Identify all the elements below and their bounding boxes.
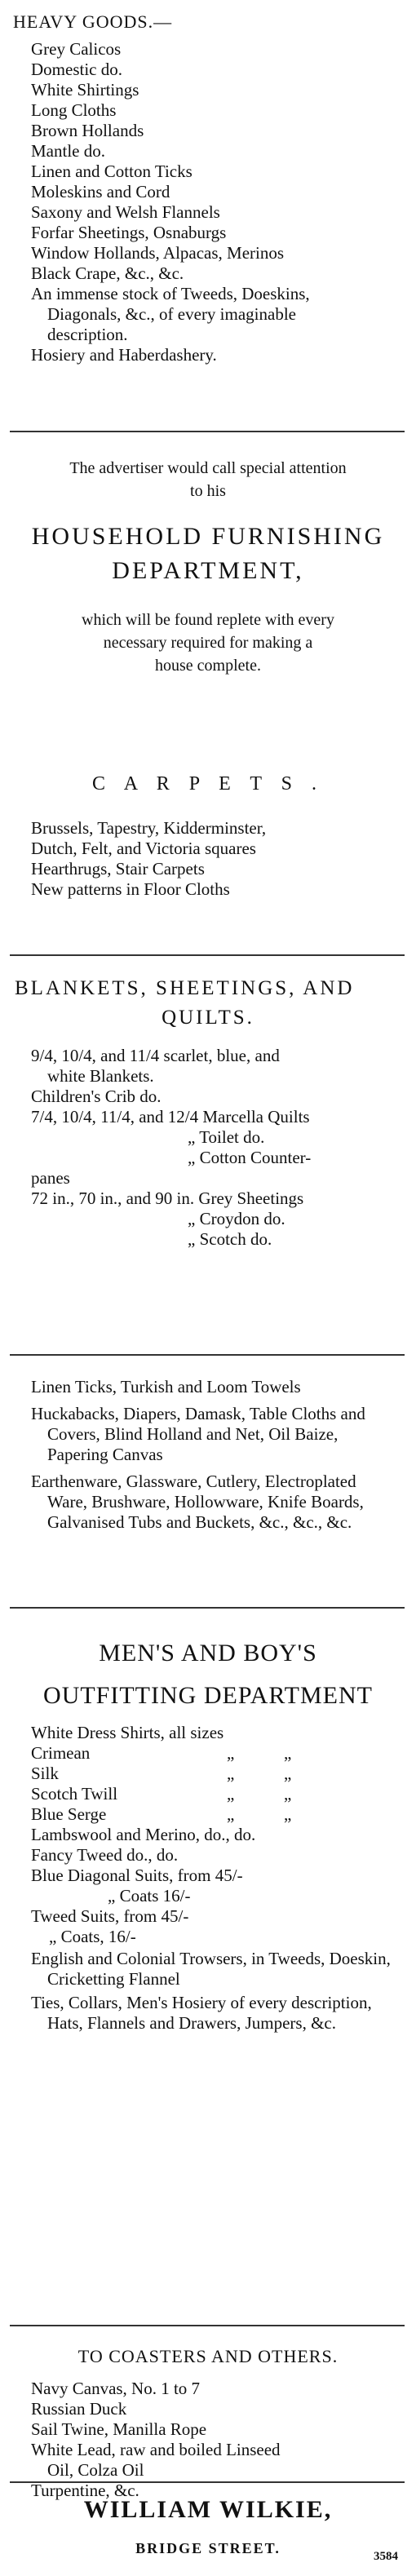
list-item: White Lead, raw and boiled Linseed — [31, 2440, 281, 2459]
list-item: Sail Twine, Manilla Rope — [31, 2419, 207, 2439]
heavy-goods-heading: HEAVY GOODS.— — [13, 11, 173, 32]
list-item: Russian Duck — [31, 2399, 127, 2419]
list-item: „ Coats 16/- — [108, 1886, 191, 1905]
list-item: „ Croydon do. — [188, 1209, 285, 1228]
list-item: Brussels, Tapestry, Kidderminster, — [31, 818, 267, 838]
outfitting-list — [0, 1723, 416, 1947]
blankets-section — [0, 977, 416, 1250]
list-item: Tweed Suits, from 45/- — [31, 1906, 189, 1926]
list-item: Navy Canvas, No. 1 to 7 — [31, 2379, 201, 2398]
heavy-goods-section — [0, 10, 416, 365]
ditto-mark: „ — [284, 1784, 292, 1804]
paragraph: English and Colonial Trowsers, in Tweeds, Doeskin, Cricketting Flannel — [31, 1949, 391, 1989]
ditto-mark: „ — [227, 1743, 235, 1763]
divider — [10, 1607, 405, 1609]
list-item: „ Scotch do. — [188, 1229, 272, 1249]
outfitting-title: MEN'S AND BOY'S — [99, 1640, 317, 1666]
outfitting-section — [0, 1640, 416, 2034]
footer — [0, 2496, 416, 2557]
list-item: Blue Diagonal Suits, from 45/- — [31, 1866, 243, 1885]
list-item: Diagonals, &c., of every imaginable — [47, 304, 296, 324]
linens-section — [0, 1377, 416, 1533]
ditto-label: Silk — [31, 1764, 59, 1783]
carpets-list — [0, 818, 416, 900]
list-item: Domestic do. — [31, 60, 122, 79]
ditto-row — [0, 1764, 416, 1784]
blankets-heading: BLANKETS, SHEETINGS, AND — [15, 977, 355, 999]
list-item: Mantle do. — [31, 141, 105, 161]
paragraph: Huckabacks, Diapers, Damask, Table Cloths and Covers, Blind Holland and Net, Oil Baize, Papering Canvas — [31, 1404, 365, 1464]
ditto-row — [0, 1804, 416, 1825]
ditto-label: Scotch Twill — [31, 1784, 118, 1804]
list-item: description. — [47, 325, 128, 344]
coasters-heading: TO COASTERS AND OTHERS. — [77, 2346, 339, 2366]
ditto-label: Crimean — [31, 1743, 91, 1763]
list-item: 72 in., 70 in., and 90 in. Grey Sheetings — [31, 1188, 304, 1208]
intro-text: The advertiser would call special attention — [69, 459, 347, 477]
ad-number: 3584 — [374, 2550, 398, 2563]
list-item: Oil, Colza Oil — [47, 2460, 144, 2480]
ditto-label: Blue Serge — [31, 1804, 107, 1824]
household-description: necessary required for making a — [103, 634, 313, 652]
divider — [10, 954, 405, 956]
household-description: house complete. — [155, 657, 261, 675]
ditto-row — [0, 1743, 416, 1764]
list-item: Forfar Sheetings, Osnaburgs — [31, 223, 227, 242]
carpets-section — [0, 773, 416, 900]
list-item: Window Hollands, Alpacas, Merinos — [31, 243, 285, 263]
list-item: White Shirtings — [31, 80, 139, 100]
list-item: White Dress Shirts, all sizes — [31, 1723, 224, 1742]
intro-text: to his — [190, 482, 226, 500]
list-item: Grey Calicos — [31, 39, 122, 59]
household-title: HOUSEHOLD FURNISHING — [31, 523, 385, 550]
list-item: 9/4, 10/4, and 11/4 scarlet, blue, and — [31, 1046, 280, 1065]
ditto-mark: „ — [284, 1764, 292, 1783]
list-item: Dutch, Felt, and Victoria squares — [31, 839, 256, 858]
list-item: Lambswool and Merino, do., do. — [31, 1825, 256, 1844]
list-item: Hearthrugs, Stair Carpets — [31, 859, 205, 879]
divider — [10, 1354, 405, 1356]
merchant-name: WILLIAM WILKIE, — [83, 2496, 333, 2523]
list-item: Fancy Tweed do., do. — [31, 1845, 179, 1865]
divider — [10, 2481, 405, 2483]
list-item: An immense stock of Tweeds, Doeskins, — [31, 284, 310, 303]
divider — [10, 431, 405, 432]
list-item: white Blankets. — [47, 1066, 154, 1086]
list-item: panes — [31, 1168, 70, 1188]
list-item: „ Cotton Counter- — [188, 1148, 312, 1167]
ditto-mark: „ — [227, 1804, 235, 1824]
household-section — [0, 457, 416, 677]
list-item: Long Cloths — [31, 100, 117, 120]
ditto-row — [0, 1784, 416, 1804]
paragraph: Earthenware, Glassware, Cutlery, Electroplated Ware, Brushware, Hollowware, Knife Boards, Galvanised Tubs and Buckets, &c., &c., &c. — [31, 1472, 364, 1532]
coasters-section — [0, 2346, 416, 2501]
ditto-mark: „ — [227, 1764, 235, 1783]
list-item: „ Toilet do. — [188, 1127, 265, 1147]
ditto-mark: „ — [227, 1784, 235, 1804]
merchant-street: BRIDGE STREET. — [135, 2540, 281, 2556]
list-item: New patterns in Floor Cloths — [31, 879, 230, 899]
list-item: Moleskins and Cord — [31, 182, 170, 201]
list-item: 7/4, 10/4, 11/4, and 12/4 Marcella Quilts — [31, 1107, 310, 1126]
list-item: Hosiery and Haberdashery. — [31, 345, 217, 365]
list-item: Children's Crib do. — [31, 1087, 162, 1106]
outfitting-title: OUTFITTING DEPARTMENT — [43, 1682, 373, 1709]
heavy-goods-list — [0, 39, 416, 365]
blankets-list — [0, 1046, 416, 1250]
list-item: Linen and Cotton Ticks — [31, 162, 193, 181]
ditto-mark: „ — [284, 1743, 292, 1763]
list-item: Saxony and Welsh Flannels — [31, 202, 220, 222]
paragraph: Ties, Collars, Men's Hosiery of every description, Hats, Flannels and Drawers, Jumpers, &c. — [31, 1993, 372, 2033]
household-description: which will be found replete with every — [82, 611, 334, 629]
paragraph: Linen Ticks, Turkish and Loom Towels — [31, 1377, 301, 1396]
household-title: DEPARTMENT, — [112, 557, 304, 584]
carpets-heading: C A R P E T S . — [92, 773, 324, 794]
list-item: Turpentine, &c. — [31, 2481, 139, 2500]
list-item: Black Crape, &c., &c. — [31, 263, 184, 283]
divider — [10, 2325, 405, 2326]
list-item: Brown Hollands — [31, 121, 144, 140]
blankets-heading: QUILTS. — [162, 1007, 254, 1029]
ditto-mark: „ — [284, 1804, 292, 1824]
list-item: „ Coats, 16/- — [49, 1927, 136, 1946]
